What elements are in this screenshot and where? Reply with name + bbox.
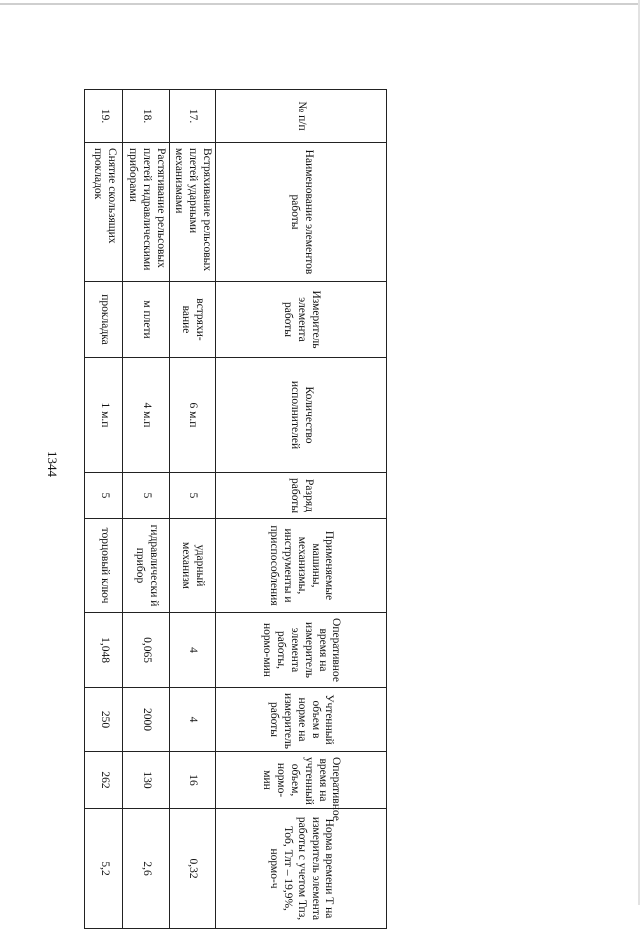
header-cell-grade: Разряд работы xyxy=(216,473,387,519)
header-cell-measure-unit: Измеритель элемента работы xyxy=(216,282,387,358)
norms-table-frame xyxy=(91,89,387,921)
cell-time-norm: 5,2 xyxy=(85,809,123,929)
cell-operative-time-volume: 262 xyxy=(85,752,123,809)
norms-table xyxy=(84,89,387,929)
cell-number: 18. xyxy=(123,90,169,143)
cell-grade: 5 xyxy=(85,473,123,519)
header-cell-number: № п/п xyxy=(216,90,387,143)
cell-grade: 5 xyxy=(123,473,169,519)
cell-number: 17. xyxy=(169,90,215,143)
cell-operative-time-volume: 130 xyxy=(123,752,169,809)
header-cell-time-norm: Норма времени Т на измеритель элемента работы с учетом Тпз, Тоб, Тлт – 19,9%, нормо-ч xyxy=(216,809,387,929)
cell-grade: 5 xyxy=(169,473,215,519)
cell-machines: торцовый ключ xyxy=(85,519,123,613)
cell-work-element: Встряхивание рельсовых плетей ударными механизмами xyxy=(169,143,215,282)
cell-number: 19. xyxy=(85,90,123,143)
cell-time-norm: 0,32 xyxy=(169,809,215,929)
header-cell-operative-time-volume: Оперативное время на учтенный объем, нормо-мин xyxy=(216,752,387,809)
cell-machines: гидравлически й прибор xyxy=(123,519,169,613)
header-cell-workers: Количество исполнителей xyxy=(216,358,387,473)
cell-workers: 4 м.п xyxy=(123,358,169,473)
scan-top-edge xyxy=(0,3,640,5)
table-row xyxy=(85,90,123,929)
cell-measure-unit: м плети xyxy=(123,282,169,358)
cell-operative-time-volume: 16 xyxy=(169,752,215,809)
table-header-row xyxy=(216,90,387,929)
header-cell-machines: Применяемые машины, механизмы, инструменты и приспособления xyxy=(216,519,387,613)
page-number: 1344 xyxy=(45,451,60,477)
cell-work-element: Снятие скользящих прокладок xyxy=(85,143,123,282)
cell-measure-unit: встряхи-вание xyxy=(169,282,215,358)
header-cell-operative-time: Оперативное время на измеритель элемента работы, нормо-мин xyxy=(216,613,387,688)
cell-volume: 2000 xyxy=(123,688,169,752)
cell-workers: 6 м.п xyxy=(169,358,215,473)
cell-operative-time: 4 xyxy=(169,613,215,688)
cell-volume: 4 xyxy=(169,688,215,752)
cell-volume: 250 xyxy=(85,688,123,752)
cell-machines: ударный механизм xyxy=(169,519,215,613)
cell-work-element: Растягивание рельсовых плетей гидравлическими приборами xyxy=(123,143,169,282)
cell-measure-unit: прокладка xyxy=(85,282,123,358)
cell-operative-time: 1,048 xyxy=(85,613,123,688)
cell-operative-time: 0,065 xyxy=(123,613,169,688)
header-cell-volume: Учтенный объем в норме на измеритель работы xyxy=(216,688,387,752)
cell-workers: 1 м.п xyxy=(85,358,123,473)
table-row xyxy=(123,90,169,929)
cell-time-norm: 2,6 xyxy=(123,809,169,929)
header-cell-work-element: Наименование элементов работы xyxy=(216,143,387,282)
table-row xyxy=(169,90,215,929)
